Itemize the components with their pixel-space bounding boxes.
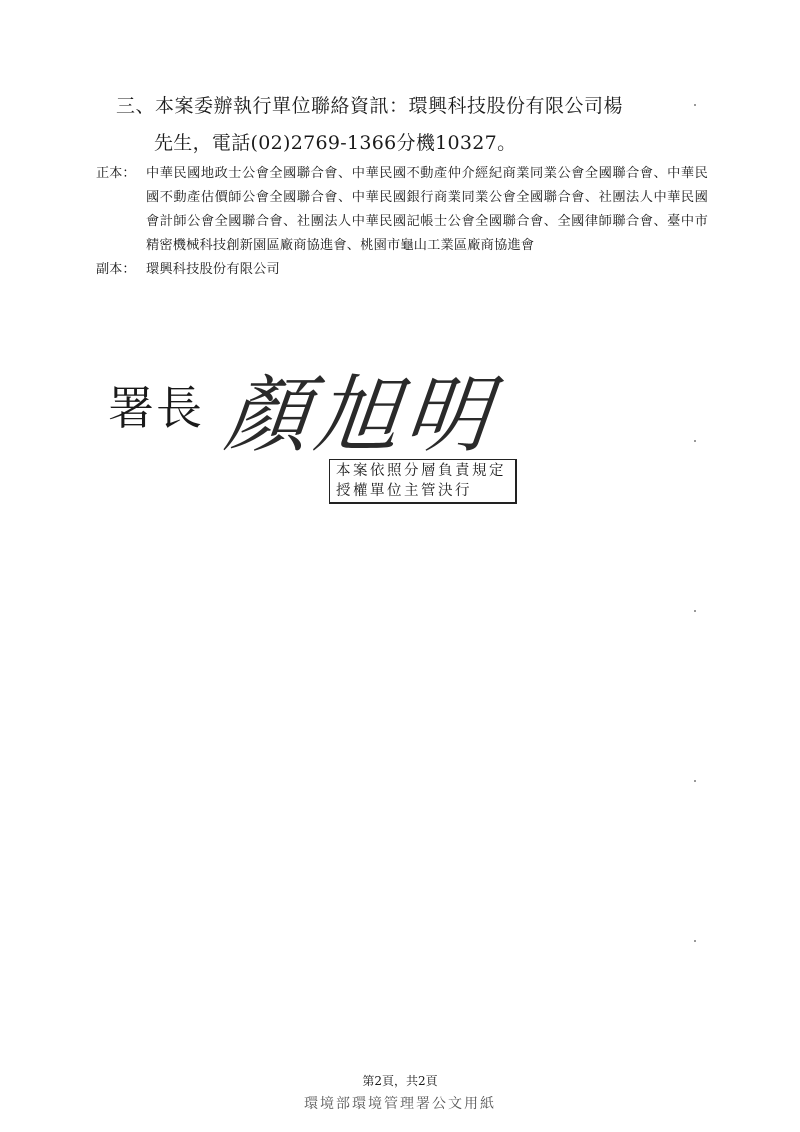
original-recipients-text: 中華民國地政士公會全國聯合會、中華民國不動產仲介經紀商業同業公會全國聯合會、中華民國不動產估價師公會全國聯合會、中華民國銀行商業同業公會全國聯合會、社團法人中華民國會計師公會全國聯合會、社團法人中華民國記帳士公會全國聯合會、全國律師聯合會、臺中市精密機械科技創新園區廠商協進會、桃園市龜山工業區廠商協進會 <box>146 166 708 253</box>
copy-recipients <box>96 258 708 282</box>
signature-block <box>108 344 528 464</box>
stamp-line-2: 授權單位主管決行 <box>336 483 472 499</box>
delegation-stamp <box>329 459 517 504</box>
letterhead-footer: 環境部環境管理署公文用紙 <box>304 1096 496 1112</box>
binding-mark <box>694 440 696 442</box>
binding-mark <box>694 940 696 942</box>
item-3-line-2: 先生，電話(02)2769-1366分機10327。 <box>154 132 517 154</box>
copy-recipients-text: 環興科技股份有限公司 <box>146 262 280 277</box>
binding-mark <box>694 780 696 782</box>
signatory-name: 顏旭明 <box>220 366 501 464</box>
copy-label: 副本： <box>96 262 136 277</box>
original-label: 正本： <box>96 166 136 181</box>
item-3-contact-info <box>116 88 706 162</box>
stamp-line-1: 本案依照分層負責規定 <box>336 463 506 479</box>
signatory-title: 署長 <box>108 381 204 435</box>
original-recipients <box>96 162 708 258</box>
distribution-list <box>96 162 708 282</box>
binding-mark <box>694 610 696 612</box>
binding-mark <box>694 104 696 106</box>
item-3-line-1: 三、本案委辦執行單位聯絡資訊：環興科技股份有限公司楊 <box>116 95 624 117</box>
page-number: 第2頁，共2頁 <box>362 1074 438 1088</box>
